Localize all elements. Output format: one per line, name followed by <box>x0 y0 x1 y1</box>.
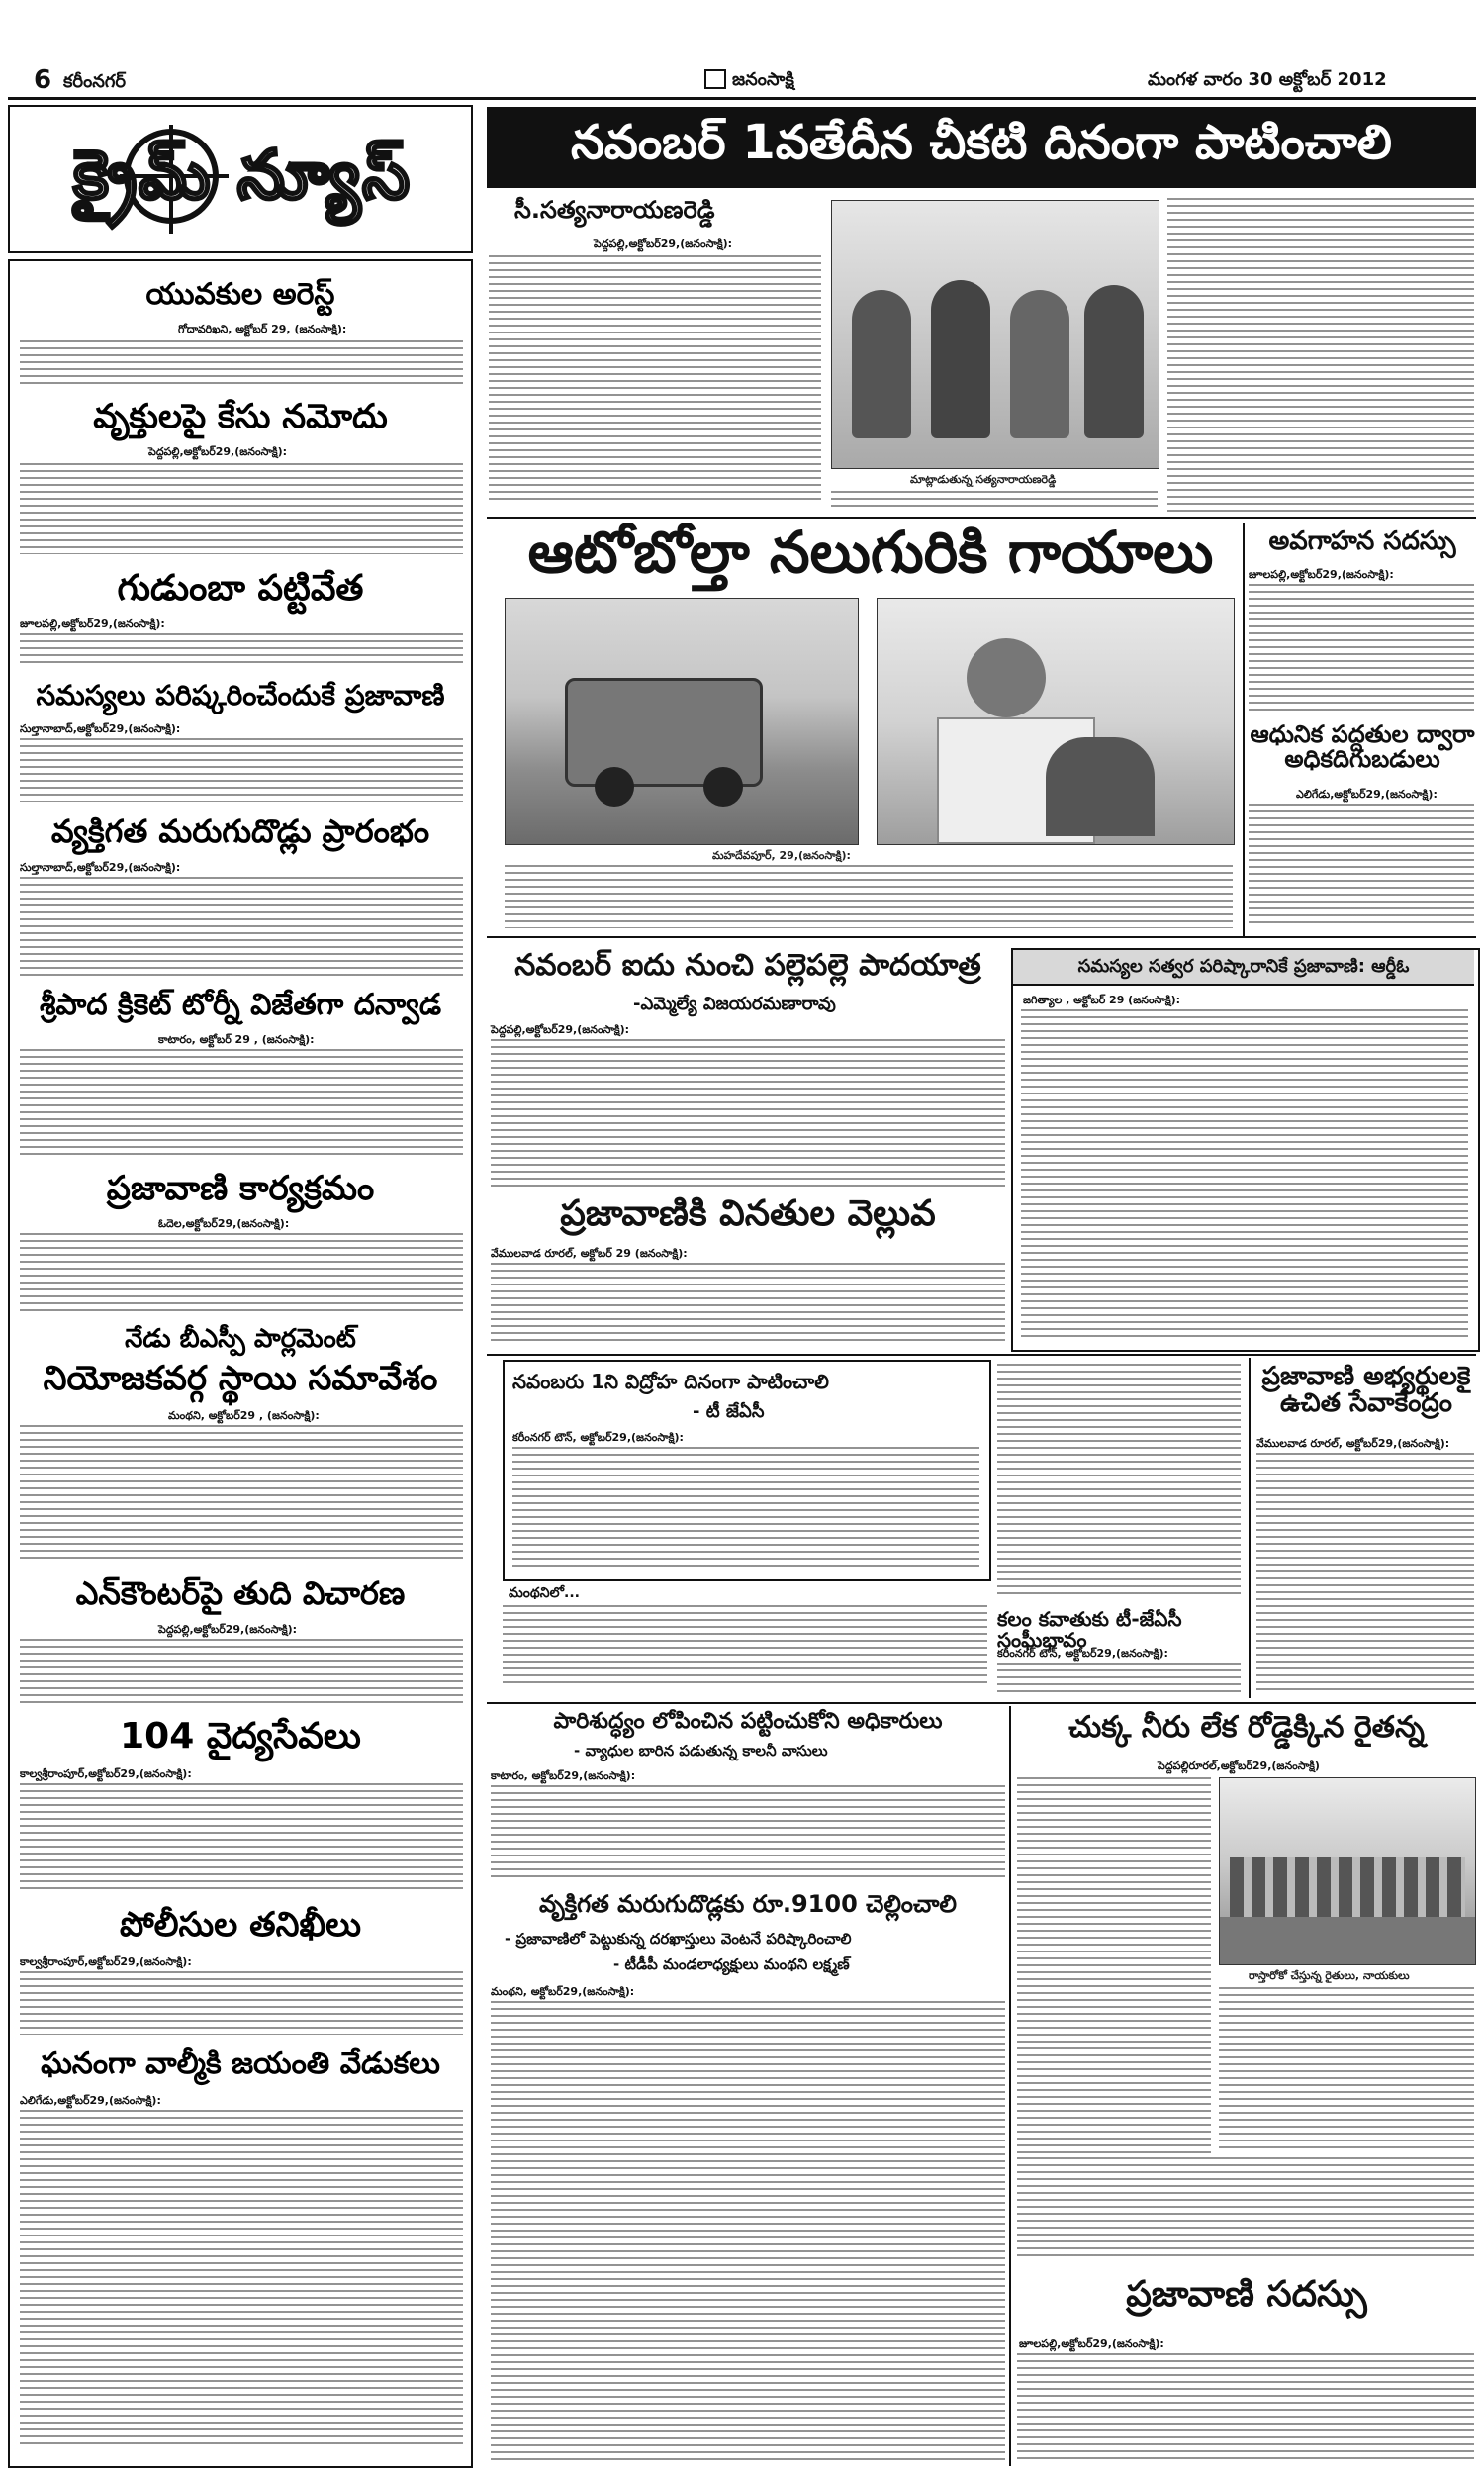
divider <box>487 1354 1476 1356</box>
camp-headline: ప్రజావాణి అభ్యర్థులకై ఉచిత సేవాకేంద్రం <box>1261 1362 1471 1419</box>
payment-headline: వృక్తిగత మరుగుదొడ్లకు రూ.9100 చెల్లించాలి <box>538 1890 958 1918</box>
auto-dateline: మహదేవపూర్, 29,(జనంసాక్షి): <box>712 849 851 862</box>
side-news-column <box>8 259 473 2468</box>
side-headline: ప్రజావాణి కార్యక్రమం <box>106 1169 375 1208</box>
payment-dateline: మంథని, అక్టోబర్29,(జనంసాక్షి): <box>491 1985 635 1998</box>
meeting-headline: ప్రజావాణి సదస్సు <box>1126 2274 1367 2315</box>
auto-body <box>505 865 1233 928</box>
banner-dateline: పెద్దపల్లి,అక్టోబర్29,(జనంసాక్షి): <box>594 238 733 250</box>
betrayal-body <box>512 1447 979 1570</box>
farmer-body-full <box>1017 2157 1474 2260</box>
awareness-headline: అవగాహన సదస్సు <box>1268 526 1456 556</box>
sanitation-headline: పారిశుద్ధ్యం లోపించిన పట్టించుకోని అధికారులు <box>553 1709 943 1734</box>
accident-photo <box>505 598 859 845</box>
sanitation-body <box>491 1785 1005 1882</box>
section-logo-text: క్రైమ్ న్యూస్ <box>73 137 412 215</box>
side-headline: ఎన్‌కౌంటర్‌పై తుది విచారణ <box>75 1574 406 1612</box>
page-number: 6 <box>34 65 52 95</box>
banner-body-col1 <box>489 255 821 503</box>
side-headline: శ్రీపాద క్రికెట్ టోర్నీ విజేతగా దన్వాడ <box>39 988 442 1022</box>
betrayal-body-col2 <box>997 1364 1241 1597</box>
side-story-body <box>20 1639 463 1704</box>
divider <box>1009 1706 1011 2466</box>
side-story-body <box>20 2110 463 2446</box>
side-headline: వృక్తులపై కేసు నమోదు <box>93 397 388 436</box>
side-dateline: ఎలిగేడు,అక్టోబర్29,(జనంసాక్షి): <box>20 2094 161 2107</box>
side-story-body <box>20 1049 463 1158</box>
camp-body <box>1256 1453 1474 1694</box>
side-dateline: కాల్వశ్రీరాంపూర్,అక్టోబర్29,(జనంసాక్షి): <box>20 1955 192 1968</box>
side-story-body <box>20 633 463 667</box>
side-story-body <box>20 1971 463 2035</box>
awareness-dateline: జూలపల్లి,అక్టోబర్29,(జనంసాక్షి): <box>1249 568 1394 581</box>
side-story-body <box>20 340 463 384</box>
protest-photo-caption: రాస్తారోకో చేస్తున్న రైతులు, నాయకులు <box>1249 1969 1410 1982</box>
side-headline: నియోజకవర్గ స్థాయి సమావేశం <box>43 1359 438 1398</box>
side-story-body <box>20 877 463 976</box>
betrayal-headline: నవంబరు 1ని విద్రోహ దినంగా పాటించాలి <box>512 1370 829 1393</box>
padayatra-subhead: -ఎమ్మెల్యే విజయరమణారావు <box>633 994 836 1014</box>
solidarity-body <box>997 1663 1241 1692</box>
banner-byline: సీ.సత్యనారాయణరెడ్డి <box>514 196 715 224</box>
side-story-body <box>20 1233 463 1312</box>
banner-photo <box>831 200 1159 469</box>
farmer-body-col1 <box>1017 1777 1211 2153</box>
side-story-body <box>20 1425 463 1564</box>
side-dateline: కాల్వశ్రీరాంపూర్,అక్టోబర్29,(జనంసాక్షి): <box>20 1767 192 1780</box>
side-dateline: పెద్దపల్లి,అక్టోబర్29,(జనంసాక్షి): <box>158 1623 298 1636</box>
side-headline: పోలీసుల తనిఖీలు <box>120 1905 361 1945</box>
banner-body-col2 <box>831 491 1158 511</box>
modern-farming-dateline: ఎలిగేడు,అక్టోబర్29,(జనంసాక్షి): <box>1296 788 1438 801</box>
paper-name: జనంసాక్షి <box>732 69 794 90</box>
manthani-body <box>503 1605 987 1688</box>
side-headline: గుడుంబా పట్టివేత <box>117 568 364 609</box>
solidarity-headline: కలం కవాతుకు టీ-జేఏసీ సంఘీభావం <box>997 1607 1182 1652</box>
padayatra-body <box>491 1039 1005 1188</box>
betrayal-story-box <box>503 1360 991 1581</box>
farmer-dateline: పెద్దపల్లిరూరల్,అక్టోబర్29,(జనంసాక్షి) <box>1158 1760 1320 1772</box>
issue-date: మంగళ వారం 30 అక్టోబర్ 2012 <box>1148 69 1387 90</box>
masthead-rule <box>8 97 1476 100</box>
divider <box>1249 1358 1251 1698</box>
rdo-story-box <box>1011 948 1480 1352</box>
side-dateline: సుల్తానాబాద్,అక్టోబర్29,(జనంసాక్షి): <box>20 722 181 735</box>
awareness-body <box>1249 584 1474 713</box>
divider <box>487 1702 1476 1704</box>
padayatra-headline: నవంబర్ ఐదు నుంచి పల్లెపల్లె పాదయాత్ర <box>514 948 981 983</box>
side-dateline: పెద్దపల్లి,అక్టోబర్29,(జనంసాక్షి): <box>148 445 288 458</box>
payment-subhead-2: - టీడీపీ మండలాధ్యక్షులు మంథని లక్ష్మణ్ <box>613 1955 850 1973</box>
side-headline: సమస్యలు పరిష్కరించేందుకే ప్రజావాణి <box>36 679 445 712</box>
edition-name: కరీంనగర్ <box>63 71 126 92</box>
betrayal-dateline: కరీంనగర్ టౌన్, అక్టోబర్29,(జనంసాక్షి): <box>512 1431 684 1444</box>
side-headline: 104 వైద్యసేవలు <box>120 1716 361 1757</box>
rdo-headline: సమస్యల సత్వర పరిష్కారానికే ప్రజావాణి: ఆర్డీఓ <box>1077 956 1410 977</box>
side-headline: నేడు బీఎస్పీ పార్లమెంట్ <box>125 1324 356 1354</box>
meeting-dateline: జూలపల్లి,అక్టోబర్29,(జనంసాక్షి): <box>1019 2337 1164 2350</box>
banner-headline-bar <box>487 107 1476 188</box>
rdo-body <box>1021 1009 1468 1342</box>
solidarity-dateline: కరీంనగర్ టౌన్, అక్టోబర్29,(జనంసాక్షి): <box>997 1647 1168 1660</box>
injured-photo <box>877 598 1235 845</box>
side-story-body <box>20 1783 463 1892</box>
side-dateline: మంథని, అక్టోబర్29 , (జనంసాక్షి): <box>168 1409 320 1422</box>
camp-dateline: వేములవాడ రూరల్, అక్టోబర్29,(జనంసాక్షి): <box>1256 1437 1450 1450</box>
modern-farming-body <box>1249 804 1474 928</box>
payment-subhead-1: - ప్రజావాణిలో పెట్టుకున్న దరఖాస్తులు వెంటనే పరిష్కారించాలి <box>505 1930 852 1948</box>
side-dateline: ఓదెల,అక్టోబర్29,(జనంసాక్షి): <box>158 1217 290 1230</box>
side-dateline: జూలపల్లి,అక్టోబర్29,(జనంసాక్షి): <box>20 618 165 630</box>
sanitation-subhead: - వ్యాధుల బారిన పడుతున్న కాలనీ వాసులు <box>574 1742 828 1760</box>
petitions-headline: ప్రజావాణికి వినతుల వెల్లువ <box>560 1193 936 1234</box>
side-story-body <box>20 738 463 802</box>
petitions-body <box>491 1263 1005 1342</box>
side-dateline: సుల్తానాబాద్,అక్టోబర్29,(జనంసాక్షి): <box>20 861 181 874</box>
banner-headline: నవంబర్ 1వతేదీన చీకటి దినంగా పాటించాలి <box>571 115 1392 170</box>
banner-photo-caption: మాట్లాడుతున్న సత్యనారాయణరెడ్డి <box>910 473 1057 486</box>
protest-photo <box>1219 1777 1476 1965</box>
modern-farming-headline: ఆధునిక పద్దతుల ద్వారా అధికదిగుబడులు <box>1250 720 1475 774</box>
sanitation-dateline: కాటారం, అక్టోబర్29,(జనంసాక్షి): <box>491 1769 636 1782</box>
divider <box>1243 523 1245 936</box>
masthead <box>0 59 1484 99</box>
side-dateline: గోదావరిఖని, అక్టోబర్ 29, (జనంసాక్షి): <box>178 323 347 335</box>
padayatra-dateline: పెద్దపల్లి,అక్టోబర్29,(జనంసాక్షి): <box>491 1023 630 1036</box>
banner-body-col3 <box>1167 198 1474 513</box>
side-headline: వ్యక్తిగత మరుగుదొడ్లు ప్రారంభం <box>50 812 430 850</box>
side-headline: ఘనంగా వాల్మీకి జయంతి వేడుకలు <box>41 2046 440 2081</box>
paper-logo-icon <box>704 69 726 89</box>
petitions-dateline: వేములవాడ రూరల్, అక్టోబర్ 29 (జనంసాక్షి): <box>491 1247 688 1260</box>
section-logo <box>8 105 473 253</box>
payment-body <box>491 2001 1005 2464</box>
meeting-body <box>1017 2353 1474 2462</box>
side-dateline: కాటారం, అక్టోబర్ 29 , (జనంసాక్షి): <box>158 1033 315 1046</box>
side-story-body <box>20 463 463 554</box>
betrayal-subsection: మంథనిలో... <box>509 1585 580 1601</box>
auto-headline: ఆటోబోల్తా నలుగురికి గాయాలు <box>527 519 1214 586</box>
side-headline: యువకుల అరెస్ట్ <box>145 277 335 312</box>
rdo-dateline: జగిత్యాల , అక్టోబర్ 29 (జనంసాక్షి): <box>1023 994 1181 1006</box>
farmer-headline: చుక్క నీరు లేక రోడ్డెక్కిన రైతన్న <box>1068 1710 1425 1745</box>
farmer-body-col2 <box>1219 1987 1474 2153</box>
rdo-headline-bar <box>1013 950 1474 986</box>
divider <box>487 936 1476 938</box>
betrayal-subhead: - టీ జేఏసీ <box>693 1401 765 1422</box>
